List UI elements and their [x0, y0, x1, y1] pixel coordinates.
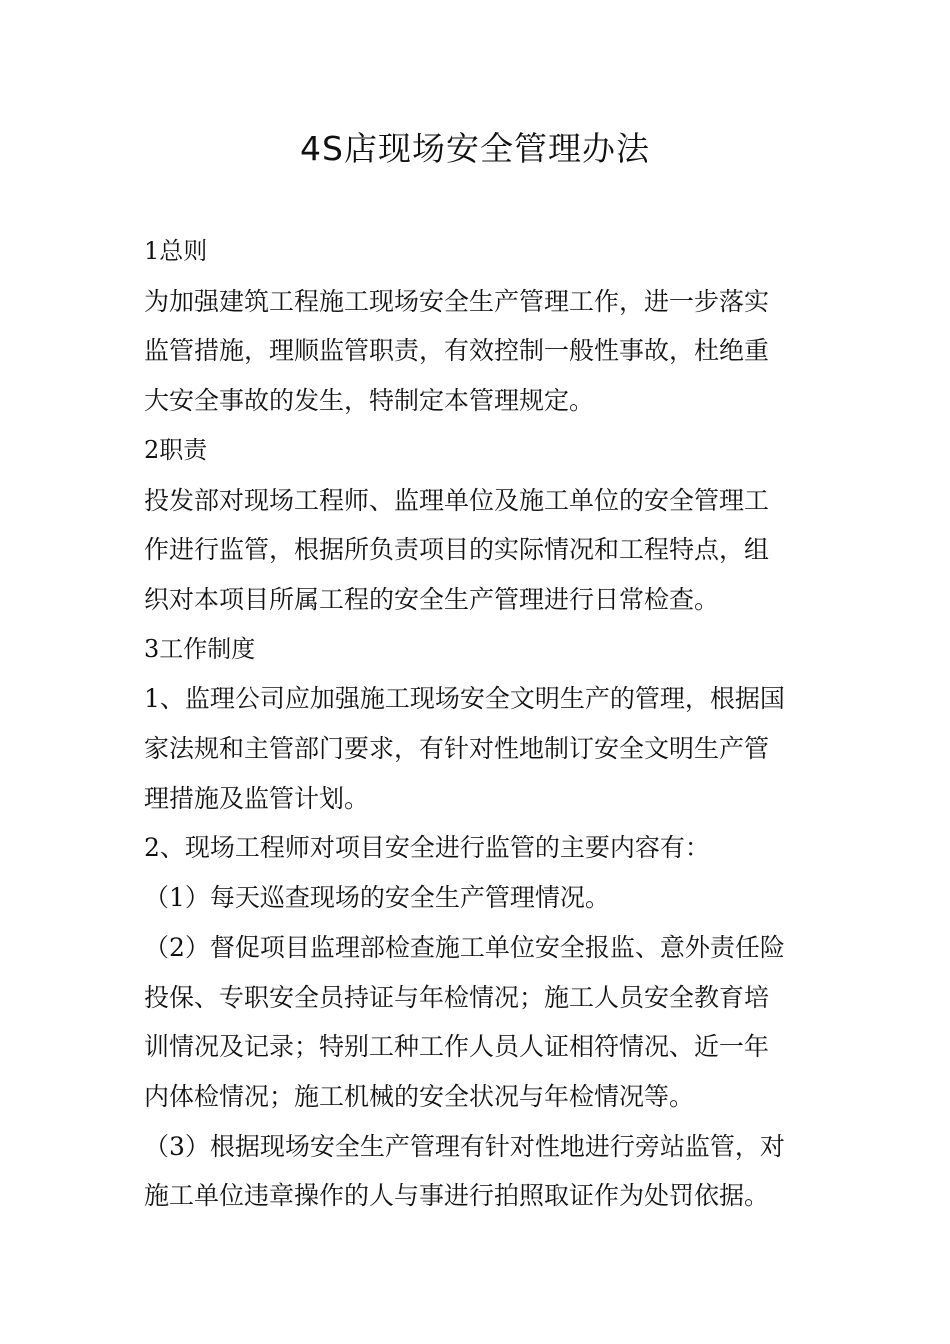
- list-item-line: （3）根据现场安全生产管理有针对性地进行旁站监管，对: [144, 1131, 785, 1161]
- section-heading-duties: 2职责: [144, 435, 208, 464]
- section-heading-general: 1总则: [144, 237, 208, 265]
- section-heading-work-system: 3工作制度: [144, 634, 256, 663]
- list-item-line: 内体检情况；施工机械的安全状况与年检情况等。: [144, 1081, 695, 1111]
- document-title: 4S店现场安全管理办法: [300, 129, 650, 168]
- paragraph-line: 1、监理公司应加强施工现场安全文明生产的管理，根据国: [144, 684, 785, 714]
- list-item-line: （1）每天巡查现场的安全生产管理情况。: [144, 883, 610, 913]
- paragraph-line: 投发部对现场工程师、监理单位及施工单位的安全管理工: [144, 485, 770, 515]
- list-item-line: 投保、专职安全员持证与年检情况；施工人员安全教育培: [144, 982, 770, 1012]
- paragraph-line: 大安全事故的发生，特制定本管理规定。: [144, 386, 595, 416]
- list-item-line: 施工单位违章操作的人与事进行拍照取证作为处罚依据。: [144, 1181, 770, 1211]
- paragraph-line: 2、现场工程师对项目安全进行监管的主要内容有：: [144, 833, 710, 863]
- list-item-line: 训情况及记录；特别工种工作人员人证相符情况、近一年: [144, 1032, 770, 1062]
- paragraph-line: 织对本项目所属工程的安全生产管理进行日常检查。: [144, 584, 720, 614]
- paragraph-line: 监管措施，理顺监管职责，有效控制一般性事故，杜绝重: [144, 336, 770, 366]
- paragraph-line: 家法规和主管部门要求，有针对性地制订安全文明生产管: [144, 734, 770, 764]
- paragraph-line: 为加强建筑工程施工现场安全生产管理工作，进一步落实: [144, 286, 770, 316]
- paragraph-line: 理措施及监管计划。: [144, 783, 370, 813]
- list-item-line: （2）督促项目监理部检查施工单位安全报监、意外责任险: [144, 932, 785, 962]
- paragraph-line: 作进行监管，根据所负责项目的实际情况和工程特点，组: [144, 535, 770, 565]
- document-body: [144, 227, 809, 1221]
